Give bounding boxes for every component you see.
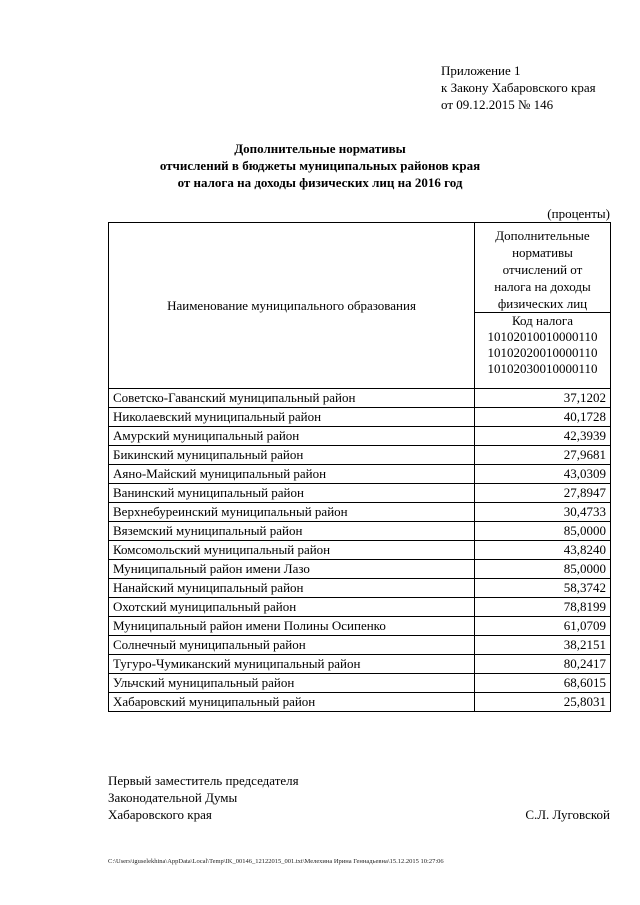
district-name: Охотский муниципальный район (109, 598, 475, 617)
table-row (109, 427, 611, 446)
signature-block (108, 772, 299, 823)
district-name: Аяно-Майский муниципальный район (109, 465, 475, 484)
value-header-line: Дополнительные (495, 228, 590, 243)
district-name: Верхнебуреинский муниципальный район (109, 503, 475, 522)
district-name: Комсомольский муниципальный район (109, 541, 475, 560)
norm-value: 61,0709 (475, 617, 611, 636)
district-name: Тугуро-Чумиканский муниципальный район (109, 655, 475, 674)
value-header-line: налога на доходы (494, 279, 591, 294)
norm-value: 80,2417 (475, 655, 611, 674)
table-row (109, 541, 611, 560)
tax-code: 10102020010000110 (487, 345, 598, 360)
norm-value: 68,6015 (475, 674, 611, 693)
norm-value: 42,3939 (475, 427, 611, 446)
district-name: Вяземский муниципальный район (109, 522, 475, 541)
signer-position-line-3: Хабаровского края (108, 807, 212, 822)
district-name: Ванинский муниципальный район (109, 484, 475, 503)
norm-value: 43,8240 (475, 541, 611, 560)
norm-value: 43,0309 (475, 465, 611, 484)
table-row (109, 655, 611, 674)
norm-value: 85,0000 (475, 560, 611, 579)
norm-value: 27,8947 (475, 484, 611, 503)
signer-position-line-1: Первый заместитель председателя (108, 773, 299, 788)
table-row (109, 389, 611, 408)
norm-value: 38,2151 (475, 636, 611, 655)
district-name: Хабаровский муниципальный район (109, 693, 475, 712)
appendix-line-3: от 09.12.2015 № 146 (441, 97, 554, 112)
name-column-header: Наименование муниципального образования (109, 223, 475, 389)
value-header-line: отчислений от (502, 262, 583, 277)
district-name: Нанайский муниципальный район (109, 579, 475, 598)
norm-value: 37,1202 (475, 389, 611, 408)
table-row (109, 598, 611, 617)
appendix-line-2: к Закону Хабаровского края (441, 80, 596, 95)
table-row (109, 503, 611, 522)
district-name: Бикинский муниципальный район (109, 446, 475, 465)
norm-value: 27,9681 (475, 446, 611, 465)
table-row (109, 560, 611, 579)
appendix-reference (441, 62, 596, 113)
norm-value: 25,8031 (475, 693, 611, 712)
table-row (109, 617, 611, 636)
table-row (109, 674, 611, 693)
signer-name: С.Л. Луговской (525, 807, 610, 822)
appendix-line-1: Приложение 1 (441, 63, 521, 78)
table-row (109, 446, 611, 465)
tax-code-header (475, 313, 611, 389)
value-header-line: физических лиц (497, 296, 588, 311)
file-path-footer: C:\Users\iguselekhina\AppData\Local\Temp\IK_00146_12122015_001.txt\Мелехина Ирина Геннадьевна\15.12.2015 10:27:06 (108, 858, 444, 865)
title-line-3: от налога на доходы физических лиц на 2016 год (177, 175, 463, 190)
title-line-2: отчислений в бюджеты муниципальных районов края (159, 158, 481, 173)
norm-value: 30,4733 (475, 503, 611, 522)
table-row (109, 465, 611, 484)
table-row (109, 636, 611, 655)
norm-value: 58,3742 (475, 579, 611, 598)
district-name: Николаевский муниципальный район (109, 408, 475, 427)
value-header-line: нормативы (512, 245, 573, 260)
district-name: Советско-Гаванский муниципальный район (109, 389, 475, 408)
table-row (109, 693, 611, 712)
norm-value: 78,8199 (475, 598, 611, 617)
title-line-1: Дополнительные нормативы (234, 141, 406, 156)
signer-position-line-2: Законодательной Думы (108, 790, 238, 805)
district-name: Ульчский муниципальный район (109, 674, 475, 693)
tax-code: 10102030010000110 (487, 361, 598, 376)
tax-code: 10102010010000110 (487, 329, 598, 344)
norm-value: 85,0000 (475, 522, 611, 541)
document-title (0, 140, 640, 191)
norm-value: 40,1728 (475, 408, 611, 427)
table-row (109, 579, 611, 598)
table-row (109, 408, 611, 427)
district-name: Муниципальный район имени Полины Осипенко (109, 617, 475, 636)
table-row (109, 522, 611, 541)
unit-label: (проценты) (547, 206, 610, 221)
table-row (109, 484, 611, 503)
norms-table (108, 222, 611, 712)
tax-code-label: Код налога (512, 313, 573, 328)
district-name: Солнечный муниципальный район (109, 636, 475, 655)
district-name: Муниципальный район имени Лазо (109, 560, 475, 579)
value-column-header (475, 223, 611, 313)
district-name: Амурский муниципальный район (109, 427, 475, 446)
